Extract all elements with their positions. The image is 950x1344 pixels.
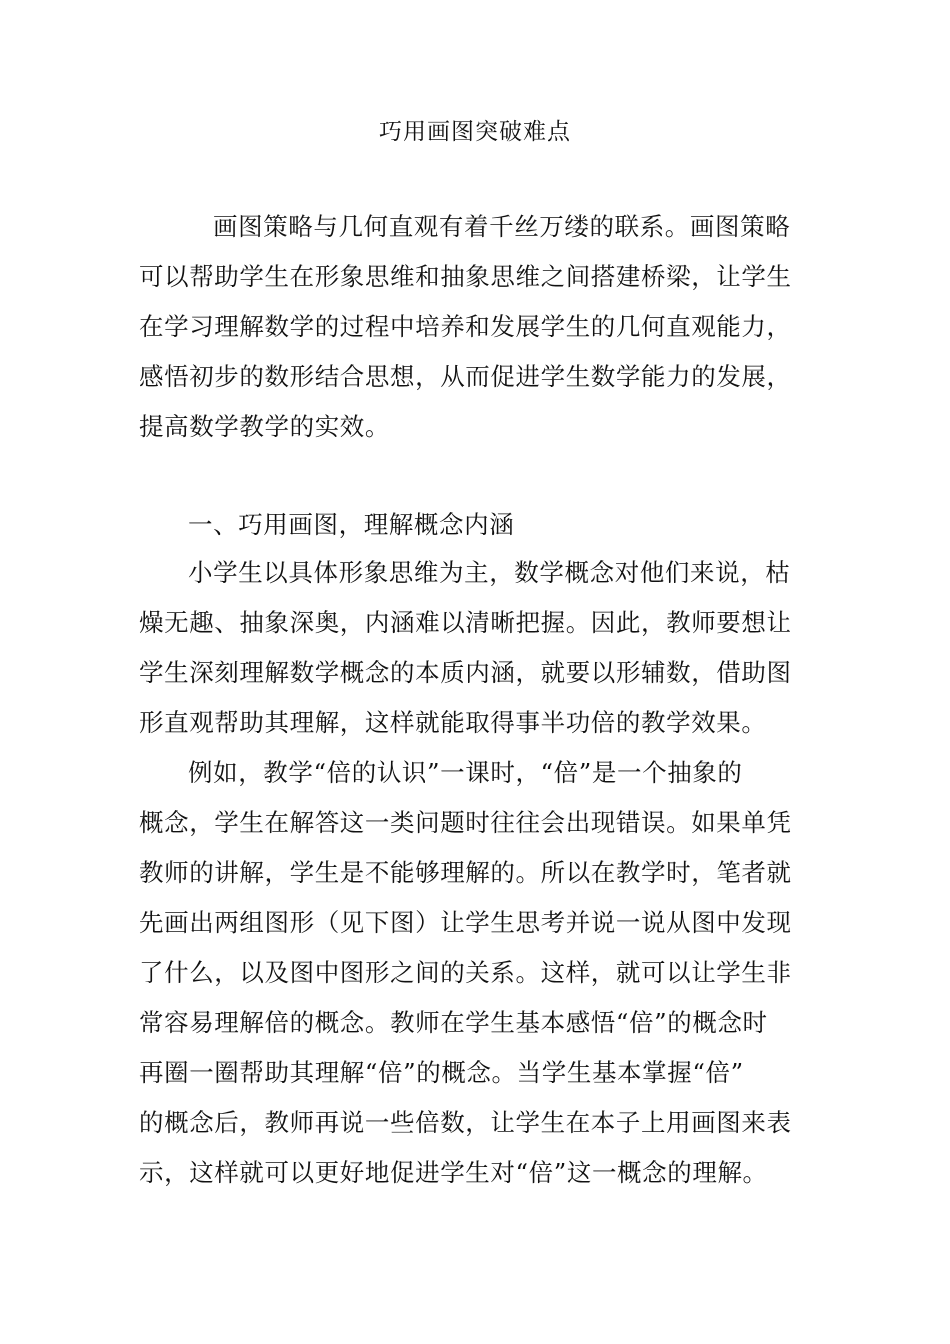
intro-line: 在学习理解数学的过程中培养和发展学生的几何直观能力， — [139, 312, 792, 341]
paragraph-line: 例如，教学“倍的认识”一课时，“倍”是一个抽象的 — [188, 758, 743, 787]
intro-line: 画图策略与几何直观有着千丝万缕的联系。画图策略 — [213, 212, 791, 241]
paragraph-line: 概念，学生在解答这一类问题时往往会出现错误。如果单凭 — [139, 808, 792, 837]
paragraph-line: 形直观帮助其理解，这样就能取得事半功倍的教学效果。 — [139, 708, 767, 737]
paragraph-line: 常容易理解倍的概念。教师在学生基本感悟“倍”的概念时 — [139, 1008, 768, 1037]
paragraph-line: 教师的讲解，学生是不能够理解的。所以在教学时，笔者就 — [139, 858, 792, 887]
intro-line: 可以帮助学生在形象思维和抽象思维之间搭建桥梁，让学生 — [139, 262, 792, 291]
paragraph-line: 先画出两组图形（见下图）让学生思考并说一说从图中发现 — [139, 908, 792, 937]
paragraph-line: 的概念后，教师再说一些倍数，让学生在本子上用画图来表 — [139, 1108, 792, 1137]
paragraph-line: 学生深刻理解数学概念的本质内涵，就要以形辅数，借助图 — [139, 658, 792, 687]
paragraph-line: 示，这样就可以更好地促进学生对“倍”这一概念的理解。 — [139, 1158, 768, 1187]
section-heading: 一、巧用画图，理解概念内涵 — [188, 510, 515, 539]
document-title: 巧用画图突破难点 — [379, 119, 571, 145]
intro-paragraph — [139, 202, 829, 452]
intro-line: 感悟初步的数形结合思想，从而促进学生数学能力的发展， — [139, 362, 792, 391]
body-paragraph-1 — [139, 548, 829, 748]
paragraph-line: 小学生以具体形象思维为主，数学概念对他们来说，枯 — [188, 558, 791, 587]
paragraph-line: 了什么，以及图中图形之间的关系。这样，就可以让学生非 — [139, 958, 792, 987]
paragraph-line: 再圈一圈帮助其理解“倍”的概念。当学生基本掌握“倍” — [139, 1058, 744, 1087]
intro-line: 提高数学教学的实效。 — [139, 412, 390, 441]
paragraph-line: 燥无趣、抽象深奥，内涵难以清晰把握。因此，教师要想让 — [139, 608, 792, 637]
body-paragraph-2 — [139, 748, 829, 1198]
